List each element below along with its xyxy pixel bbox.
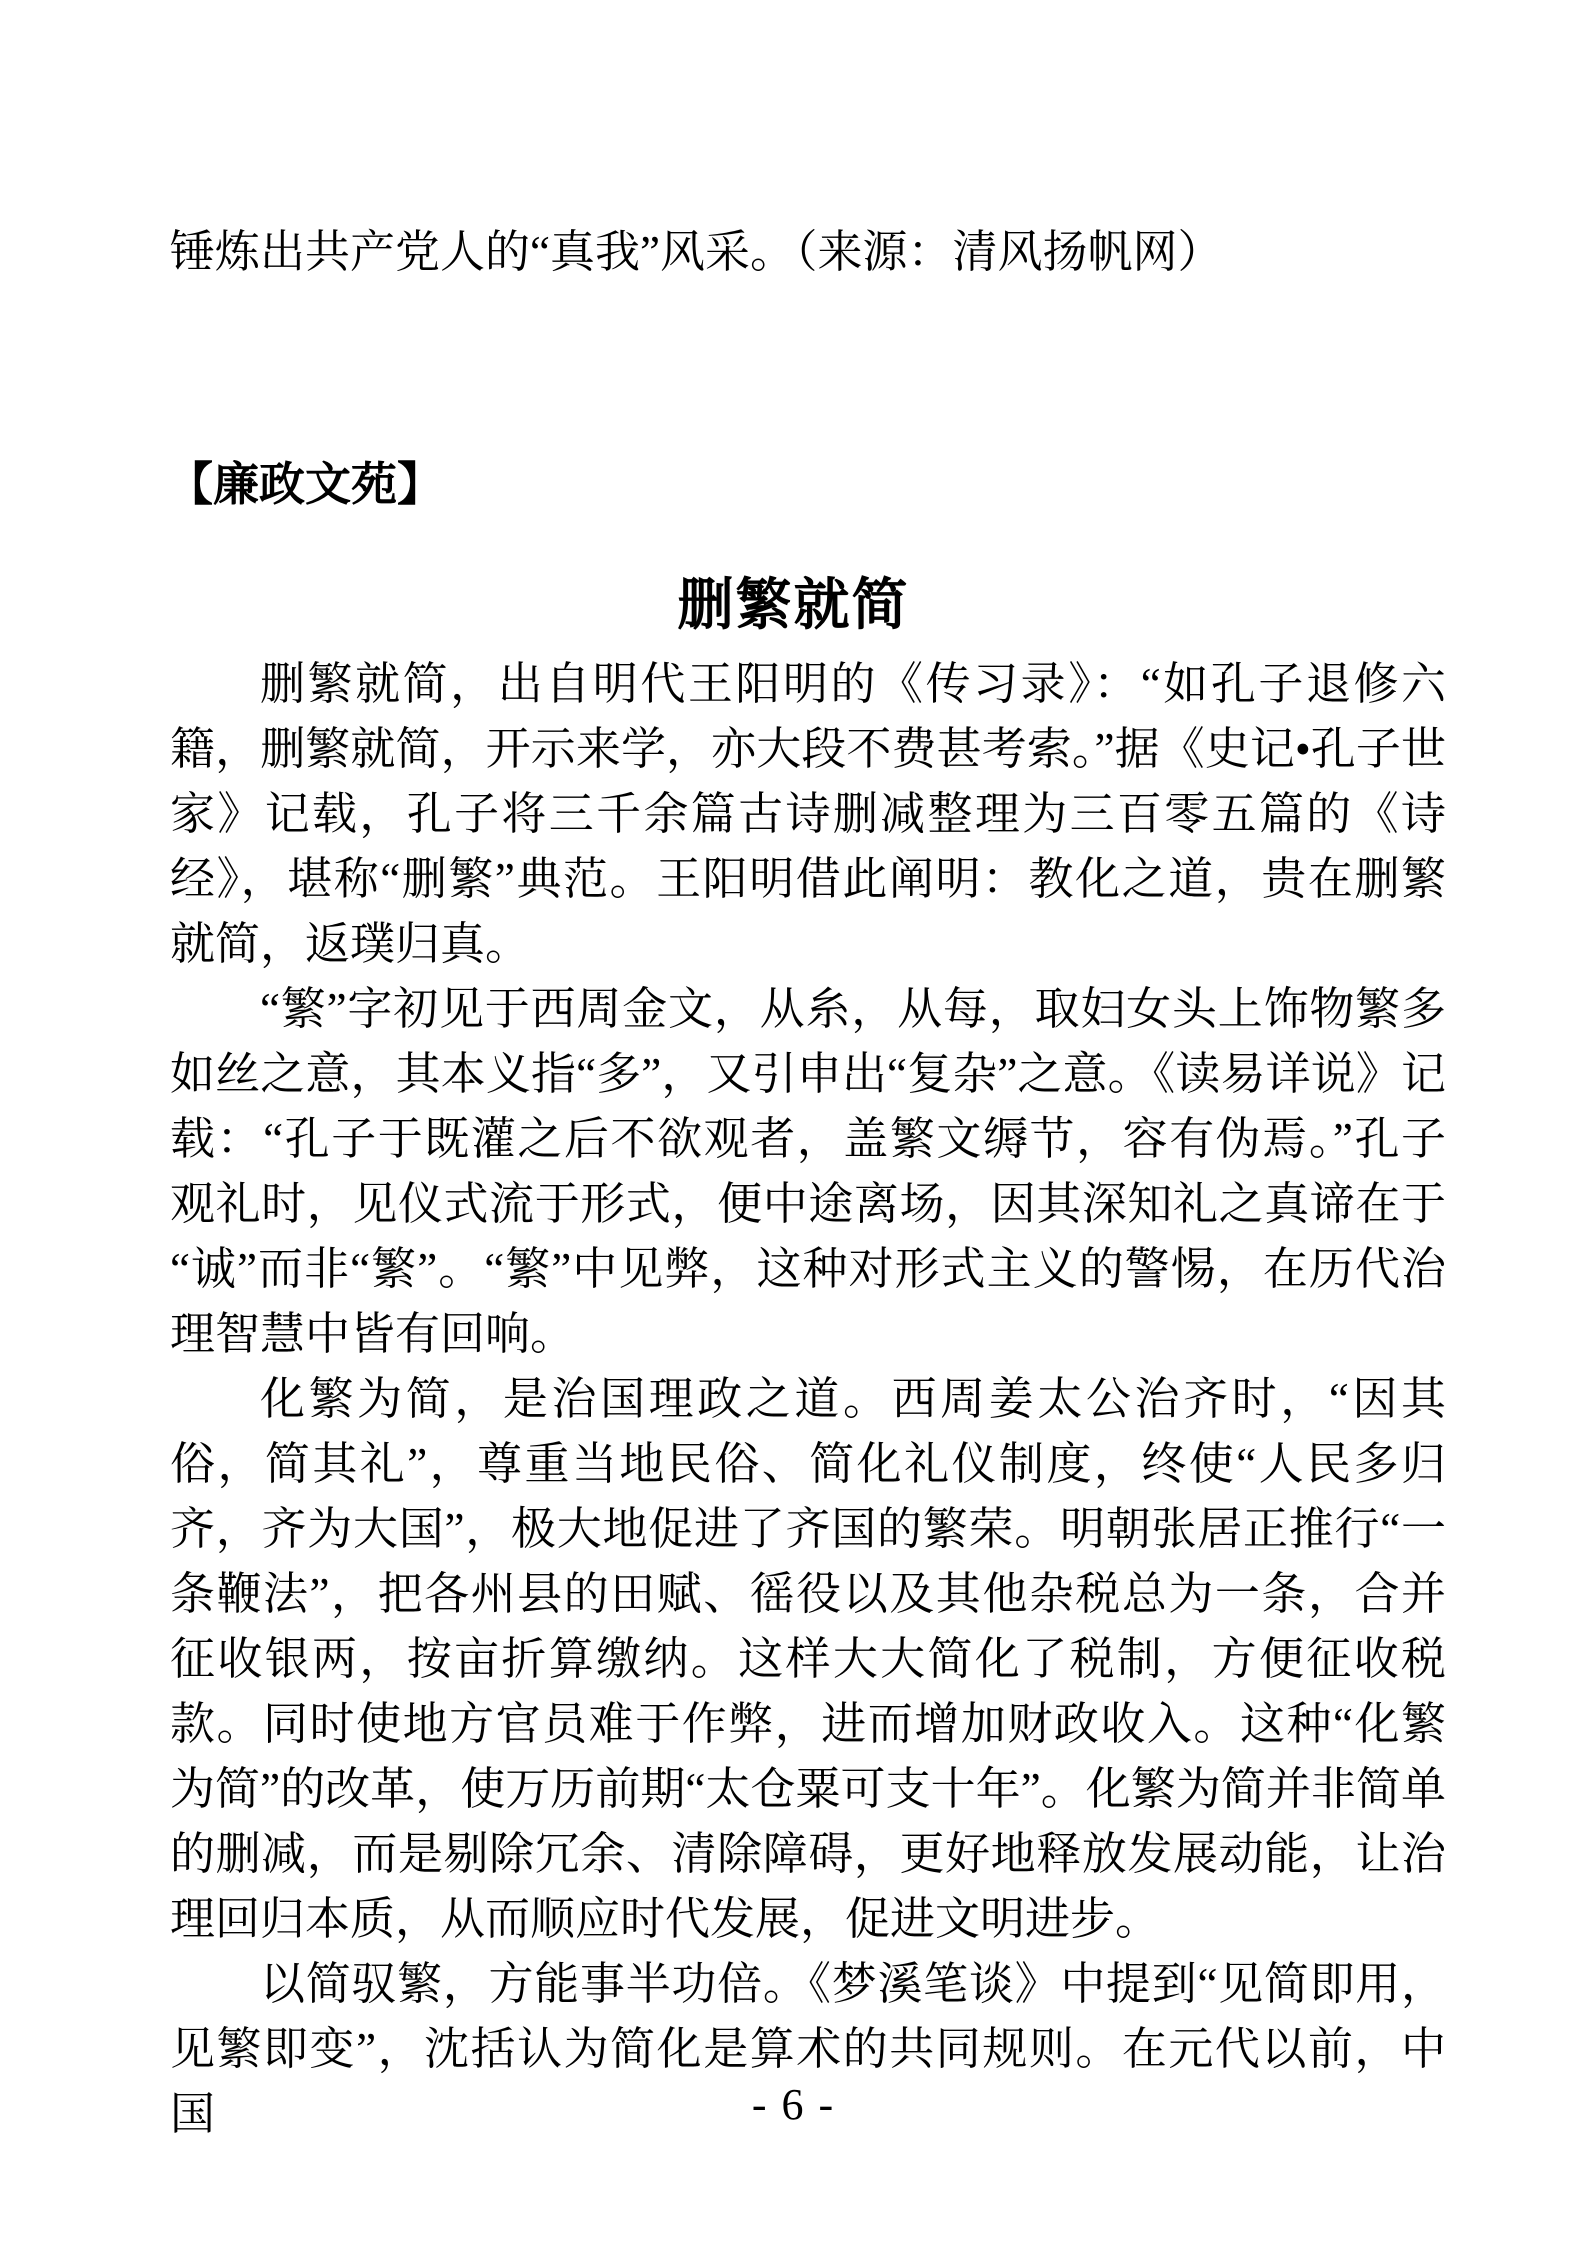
article-paragraph-2: “繁”字初见于西周金文，从糸，从每，取妇女头上饰物繁多如丝之意，其本义指“多”，又引申出“复杂”之意。《读易详说》记载：“孔子于既灌之后不欲观者，盖繁文缛节，容有伪焉。”孔子观礼时，见仪式流于形式，便中途离场，因其深知礼之真谛在于“诚”而非“繁”。“繁”中见弊，这种对形式主义的警惕，在历代治理智慧中皆有回响。 [170,984,1446,1359]
page-number: - 6 - [751,2080,836,2129]
article-paragraph-4: 以简驭繁，方能事半功倍。《梦溪笔谈》中提到“见简即用，见繁即变”，沈括认为简化是算术的共同规则。在元代以前，中国 [170,1959,1446,2139]
section-header: 【廉政文苑】 [167,459,443,510]
continuation-paragraph: 锤炼出共产党人的“真我”风采。（来源：清风扬帆网） [170,227,1223,277]
article-body [170,652,1446,2147]
article-paragraph-1: 删繁就简，出自明代王阳明的《传习录》：“如孔子退修六籍，删繁就简，开示来学，亦大段不费甚考索。”据《史记•孔子世家》记载，孔子将三千余篇古诗删减整理为三百零五篇的《诗经》，堪称“删繁”典范。王阳明借此阐明：教化之道，贵在删繁就简，返璞归真。 [170,659,1446,969]
article-title: 删繁就简 [677,575,910,637]
article-paragraph-3: 化繁为简，是治国理政之道。西周姜太公治齐时，“因其俗，简其礼”，尊重当地民俗、简化礼仪制度，终使“人民多归齐，齐为大国”，极大地促进了齐国的繁荣。明朝张居正推行“一条鞭法”，把各州县的田赋、徭役以及其他杂税总为一条，合并征收银两，按亩折算缴纳。这样大大简化了税制，方便征收税款。同时使地方官员难于作弊，进而增加财政收入。这种“化繁为简”的改革，使万历前期“太仓粟可支十年”。化繁为简并非简单的删减，而是剔除冗余、清除障碍，更好地释放发展动能，让治理回归本质，从而顺应时代发展，促进文明进步。 [170,1374,1446,1944]
